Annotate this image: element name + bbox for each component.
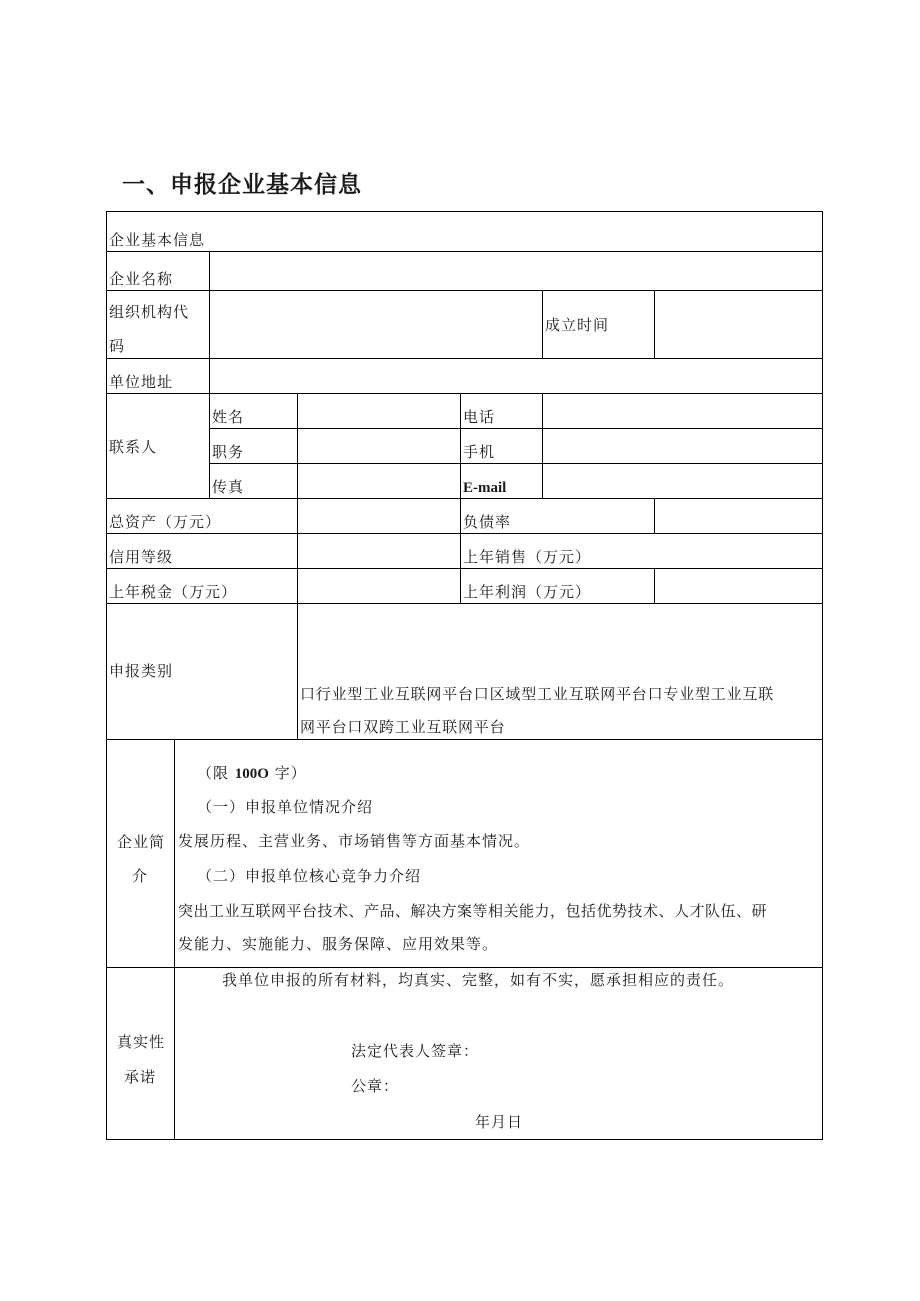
credit-rating-field[interactable] [299,535,458,566]
intro-label-line2: 介 [132,867,149,885]
contact-person-label: 联系人 [109,438,158,456]
founded-time-field[interactable] [656,292,820,356]
official-seal: 公章： [351,1077,400,1095]
founded-time-label: 成立时间 [545,316,610,334]
contact-title-label: 职务 [212,443,245,461]
category-label: 申报类别 [109,662,174,680]
org-code-field[interactable] [211,292,540,356]
contact-email-label: E-mail [463,480,507,496]
enterprise-name-label: 企业名称 [109,270,174,288]
intro-sub2-desc-line1: 突出工业互联网平台技术、产品、解决方案等相关能力，包括优势技术、人才队伍、研 [178,902,768,920]
contact-phone-label: 电话 [463,408,496,426]
category-options-line1[interactable]: 口行业型工业互联网平台口区域型工业互联网平台口专业型工业互联 [300,685,775,703]
address-field[interactable] [211,360,820,391]
intro-sub2-title: （二）申报单位核心竞争力介绍 [197,867,422,885]
contact-name-label: 姓名 [212,408,245,426]
contact-title-field[interactable] [299,430,458,461]
intro-sub1-title: （一）申报单位情况介绍 [197,798,374,816]
contact-email-field[interactable] [544,465,820,496]
org-code-label-line2: 码 [109,337,126,355]
last-year-profit-label: 上年利润（万元） [463,583,592,601]
category-options-line2[interactable]: 网平台口双跨工业互联网平台 [300,718,506,736]
intro-field[interactable] [176,741,820,965]
contact-mobile-label: 手机 [463,443,496,461]
intro-label-line1: 企业简 [117,833,166,851]
contact-mobile-field[interactable] [544,430,820,461]
intro-sub1-desc: 发展历程、主营业务、市场销售等方面基本情况。 [178,832,531,850]
pledge-label-line1: 真实性 [117,1033,166,1051]
contact-name-field[interactable] [299,395,458,426]
debt-ratio-label: 负债率 [463,513,512,531]
legal-rep-signature: 法定代表人签章： [351,1042,480,1060]
intro-sub2-desc-line2: 发能力、实施能力、服务保障、应用效果等。 [178,935,499,953]
pledge-statement: 我单位申报的所有材料，均真实、完整，如有不实，愿承担相应的责任。 [222,971,735,989]
intro-word-limit: （限 100O 字） [197,764,307,782]
total-assets-field[interactable] [299,500,458,531]
credit-rating-label: 信用等级 [109,548,174,566]
page-title: 一、申报企业基本信息 [122,172,362,198]
last-year-sales-label: 上年销售（万元） [463,548,592,566]
total-assets-label: 总资产（万元） [109,513,222,531]
org-code-label-line1: 组织机构代 [109,303,190,321]
contact-fax-label: 传真 [212,478,245,496]
enterprise-name-field[interactable] [211,253,820,288]
pledge-label-line2: 承诺 [124,1068,157,1086]
last-year-tax-label: 上年税金（万元） [109,583,238,601]
last-year-tax-field[interactable] [299,570,458,601]
last-year-profit-field[interactable] [656,570,820,601]
contact-phone-field[interactable] [544,395,820,426]
section-header: 企业基本信息 [109,231,206,249]
date-line: 年月日 [475,1113,524,1131]
address-label: 单位地址 [109,373,174,391]
last-year-sales-field[interactable] [656,535,820,566]
debt-ratio-field[interactable] [656,500,820,531]
contact-fax-field[interactable] [299,465,458,496]
